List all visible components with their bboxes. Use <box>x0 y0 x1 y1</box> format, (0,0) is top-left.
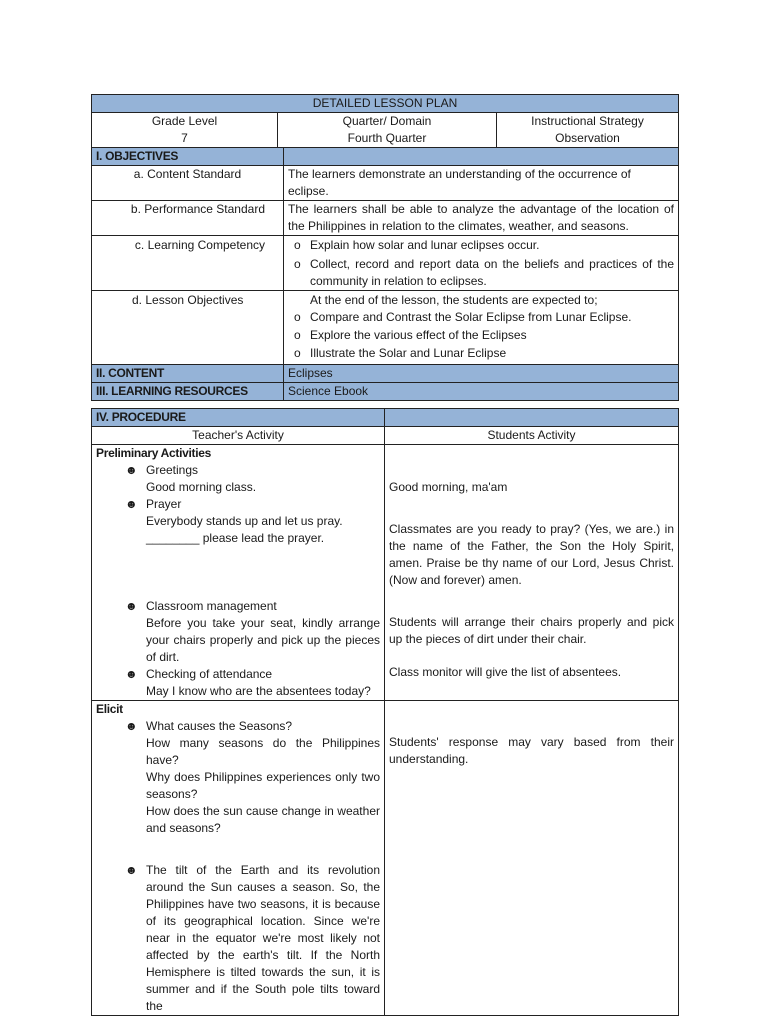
elicit-explanation: The tilt of the Earth and its revolution around the Sun causes a season. So, the Philippines have two seasons, it is because of its geographical location. Since we're near in the equator we're most likely not affected by the earth's tilt. If the North Hemisphere is tilted towards the sun, it is summer and if the South pole tilts toward the <box>146 863 380 1013</box>
learning-resources-value: Science Ebook <box>284 383 679 401</box>
preliminary-student-cell <box>385 445 679 701</box>
grade-level-value: 7 <box>181 131 188 145</box>
learning-resources-heading: III. LEARNING RESOURCES <box>92 383 284 401</box>
student-prayer: Classmates are you ready to pray? (Yes, we are.) in the name of the Father, the Son the Holy Spirit, amen. Praise be thy name of our Lord, Jesus Christ. (Now and forever) amen. <box>389 522 674 587</box>
performance-standard-label: b. Performance Standard <box>92 201 284 236</box>
elicit-question-title: What causes the Seasons? <box>146 719 293 733</box>
strategy-value: Observation <box>555 131 620 145</box>
lesson-plan-table <box>91 94 679 401</box>
content-value: Eclipses <box>284 365 679 383</box>
quarter-cell <box>278 113 497 148</box>
elicit-explanation-item <box>96 862 380 1015</box>
lesson-objectives-label: d. Lesson Objectives <box>92 291 284 365</box>
teacher-activity-header: Teacher's Activity <box>92 427 385 445</box>
learning-competency-label: c. Learning Competency <box>92 236 284 291</box>
greetings-text: Good morning class. <box>146 480 257 494</box>
lesson-objectives-list <box>284 291 679 365</box>
competency-item: o Collect, record and report data on the beliefs and practices of the community in relation to eclipses. <box>288 256 674 290</box>
smiley-bullet-icon: ☻ <box>125 463 138 477</box>
smiley-bullet-icon: ☻ <box>125 599 138 613</box>
objective-item: o Compare and Contrast the Solar Eclipse from Lunar Eclipse. <box>288 309 674 326</box>
strategy-cell <box>497 113 679 148</box>
student-classroom-management: Students will arrange their chairs properly and pick up the pieces of dirt under their chair. <box>389 615 674 646</box>
lesson-plan-title: DETAILED LESSON PLAN <box>92 95 679 113</box>
quarter-value: Fourth Quarter <box>347 131 427 145</box>
content-heading: II. CONTENT <box>92 365 284 383</box>
smiley-bullet-icon: ☻ <box>125 497 138 511</box>
prayer-text: Everybody stands up and let us pray. <box>146 514 343 528</box>
performance-standard-value: The learners shall be able to analyze the advantage of the location of the Philippines in relation to the climates, weather, and seasons. <box>284 201 679 236</box>
procedure-table <box>91 408 679 1016</box>
classroom-management-title: Classroom management <box>146 599 277 613</box>
elicit-question: Why does Philippines experiences only two seasons? <box>146 770 380 801</box>
prayer-leader-text: ________ please lead the prayer. <box>146 531 325 545</box>
content-standard-label: a. Content Standard <box>92 166 284 201</box>
elicit-heading: Elicit <box>96 702 123 716</box>
strategy-label: Instructional Strategy <box>531 114 644 128</box>
attendance-text: May I know who are the absentees today? <box>146 684 371 698</box>
preliminary-teacher-cell <box>92 445 385 701</box>
greetings-item <box>96 462 380 496</box>
elicit-questions-item <box>96 718 380 837</box>
student-greeting: Good morning, ma'am <box>389 480 508 494</box>
elicit-question: How does the sun cause change in weather and seasons? <box>146 804 380 835</box>
classroom-management-item <box>96 598 380 666</box>
student-activity-header: Students Activity <box>385 427 679 445</box>
smiley-bullet-icon: ☻ <box>125 667 138 681</box>
objectives-heading: I. OBJECTIVES <box>92 148 284 166</box>
competency-item: o Explain how solar and lunar eclipses occur. <box>288 237 674 254</box>
objective-item: o Illustrate the Solar and Lunar Eclipse <box>288 345 674 362</box>
greetings-title: Greetings <box>146 463 199 477</box>
elicit-question: How many seasons do the Philippines have? <box>146 736 380 767</box>
elicit-teacher-cell <box>92 701 385 1016</box>
elicit-student-response: Students' response may vary based from their understanding. <box>389 735 674 766</box>
learning-competency-list <box>284 236 679 291</box>
smiley-bullet-icon: ☻ <box>125 719 138 733</box>
attendance-item <box>96 666 380 700</box>
content-standard-value: The learners demonstrate an understanding of the occurrence of eclipse. <box>284 166 679 201</box>
prayer-item <box>96 496 380 547</box>
grade-level-label: Grade Level <box>151 114 218 128</box>
prayer-title: Prayer <box>146 497 182 511</box>
preliminary-heading: Preliminary Activities <box>96 446 212 460</box>
attendance-title: Checking of attendance <box>146 667 273 681</box>
lesson-objectives-intro: At the end of the lesson, the students are expected to; <box>310 293 598 307</box>
procedure-heading: IV. PROCEDURE <box>92 409 385 427</box>
quarter-label: Quarter/ Domain <box>342 114 432 128</box>
student-attendance: Class monitor will give the list of absentees. <box>389 665 622 679</box>
smiley-bullet-icon: ☻ <box>125 863 138 877</box>
elicit-student-cell <box>385 701 679 1016</box>
classroom-management-text: Before you take your seat, kindly arrange your chairs properly and pick up the pieces of dirt. <box>146 616 380 664</box>
grade-level-cell <box>92 113 278 148</box>
objective-item: o Explore the various effect of the Eclipses <box>288 327 674 344</box>
